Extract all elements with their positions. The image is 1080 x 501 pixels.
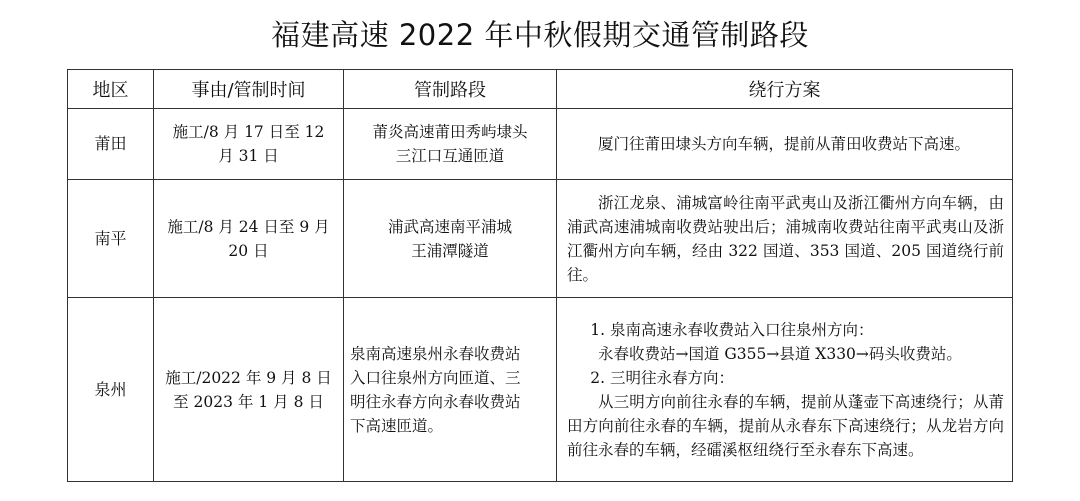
time-line: 至 2023 年 1 月 8 日	[173, 392, 324, 411]
region-cell: 泉州	[68, 298, 154, 482]
table-row	[68, 109, 1013, 180]
time-cell	[154, 298, 344, 482]
section-line: 莆炎高速莆田秀屿埭头	[372, 123, 528, 141]
section-cell	[344, 298, 557, 482]
section-line: 泉南高速泉州永春收费站	[350, 344, 521, 363]
time-line: 施工/8 月 17 日至 12	[172, 123, 325, 141]
detour-line: 从三明方向前往永春的车辆，提前从蓬壶下高速绕行；从莆田方向前往永春的车辆，提前从永春东下高速绕行；从龙岩方向前往永春的车辆，经礌溪枢纽绕行至永春东下高速。	[567, 392, 1004, 459]
time-line: 施工/2022 年 9 月 8 日	[165, 368, 332, 387]
header-region: 地区	[68, 70, 154, 109]
section-line: 三江口互通匝道	[395, 147, 505, 165]
section-line: 明往永春方向永春收费站	[350, 392, 521, 411]
detour-cell	[557, 180, 1013, 298]
section-line: 浦武高速南平浦城	[387, 217, 512, 236]
table-row	[68, 298, 1013, 482]
header-time: 事由/管制时间	[154, 70, 344, 109]
header-section: 管制路段	[344, 70, 557, 109]
detour-text: 浙江龙泉、浦城富岭往南平武夷山及浙江衢州方向车辆，由浦武高速浦城南收费站驶出后；浦城南收费站往南平武夷山及浙江衢州方向车辆，经由 322 国道、353 国道、205 国道绕行前往。	[567, 193, 1004, 284]
detour-line: 2. 三明往永春方向：	[590, 368, 734, 387]
section-cell	[344, 180, 557, 298]
detour-line: 1. 泉南高速永春收费站入口往泉州方向：	[590, 320, 874, 339]
time-line: 月 31 日	[218, 147, 279, 165]
time-cell	[154, 180, 344, 298]
section-cell	[344, 109, 557, 180]
region-cell: 莆田	[68, 109, 154, 180]
section-line: 下高速匝道。	[350, 416, 444, 435]
detour-cell	[557, 298, 1013, 482]
time-line: 20 日	[228, 241, 269, 260]
detour-cell	[557, 109, 1013, 180]
table-row	[68, 180, 1013, 298]
time-line: 施工/8 月 24 日至 9 月	[167, 217, 330, 236]
region-cell: 南平	[68, 180, 154, 298]
detour-text: 厦门往莆田埭头方向车辆，提前从莆田收费站下高速。	[598, 135, 971, 153]
time-cell	[154, 109, 344, 180]
section-line: 王浦潭隧道	[411, 241, 489, 260]
page-title: 福建高速 2022 年中秋假期交通管制路段	[271, 18, 809, 52]
header-detour: 绕行方案	[557, 70, 1013, 109]
traffic-control-table	[67, 69, 1013, 482]
section-line: 入口往泉州方向匝道、三	[350, 368, 521, 387]
detour-line: 永春收费站→国道 G355→县道 X330→码头收费站。	[598, 344, 962, 363]
table-header-row	[68, 70, 1013, 109]
